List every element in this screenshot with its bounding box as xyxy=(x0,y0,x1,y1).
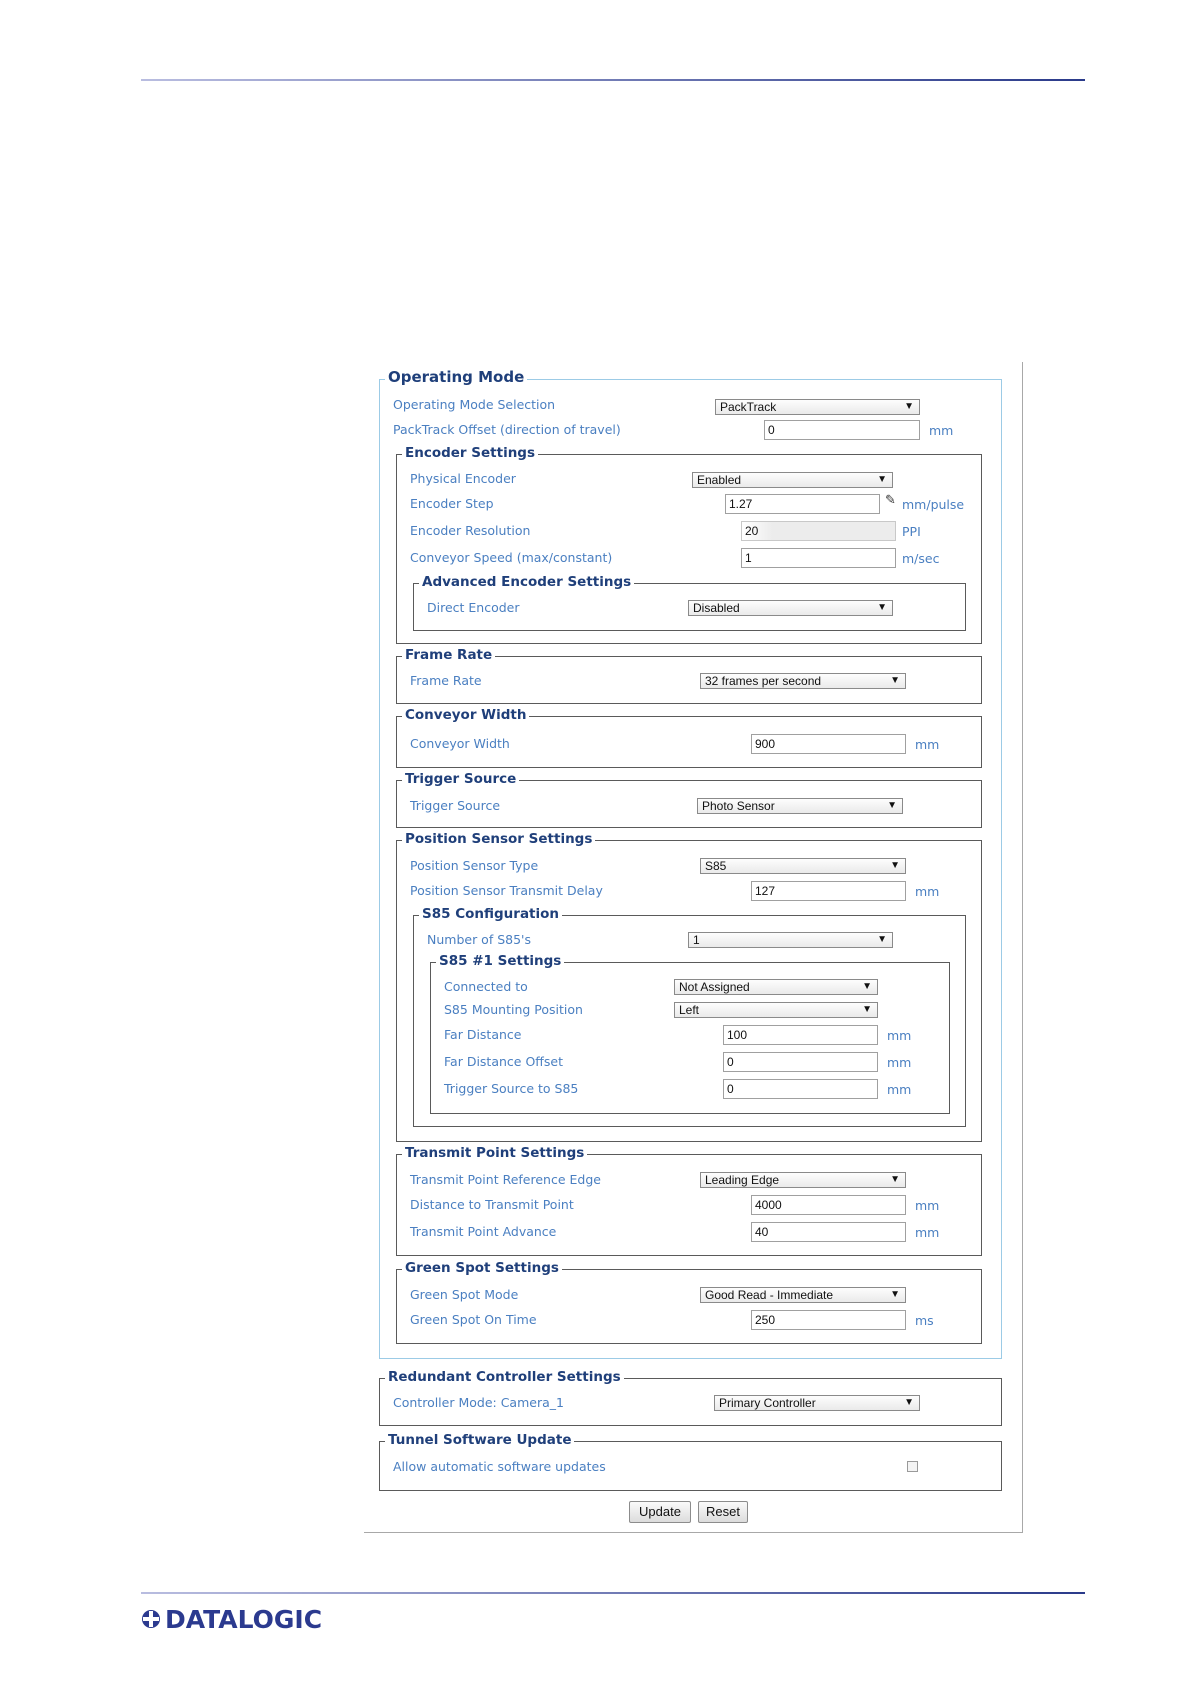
operating-mode-title: Operating Mode xyxy=(385,368,527,386)
frame-rate-title: Frame Rate xyxy=(402,646,495,664)
transmit-advance-input[interactable]: 40 xyxy=(751,1222,906,1242)
connected-to-select[interactable] xyxy=(674,979,878,995)
controller-mode-select[interactable] xyxy=(714,1395,920,1411)
transmit-delay-input[interactable]: 127 xyxy=(751,881,906,901)
physical-encoder-value: Enabled xyxy=(697,473,742,487)
mounting-position-label: S85 Mounting Position xyxy=(444,1002,583,1017)
conveyor-width-unit: mm xyxy=(915,737,940,752)
conveyor-width-group xyxy=(396,707,982,768)
transmit-delay-label: Position Sensor Transmit Delay xyxy=(410,883,603,898)
auto-update-checkbox[interactable] xyxy=(907,1461,918,1472)
tunnel-update-title: Tunnel Software Update xyxy=(385,1431,574,1449)
number-of-s85-select[interactable] xyxy=(688,932,893,948)
far-distance-label: Far Distance xyxy=(444,1027,522,1042)
chevron-down-icon: ▼ xyxy=(890,860,900,871)
chevron-down-icon: ▼ xyxy=(877,474,887,485)
controller-mode-value: Primary Controller xyxy=(719,1396,816,1410)
encoder-settings-group xyxy=(396,445,982,644)
transmit-delay-unit: mm xyxy=(915,884,940,899)
pencil-icon[interactable]: ✎ xyxy=(885,493,896,508)
green-spot-time-label: Green Spot On Time xyxy=(410,1312,537,1327)
encoder-step-unit: mm/pulse xyxy=(902,497,965,512)
update-button[interactable]: Update xyxy=(629,1501,691,1523)
position-sensor-type-select[interactable] xyxy=(700,858,906,874)
s85-1-settings-title: S85 #1 Settings xyxy=(436,952,564,970)
conveyor-speed-label: Conveyor Speed (max/constant) xyxy=(410,550,613,565)
frame-rate-group xyxy=(396,647,982,704)
chevron-down-icon: ▼ xyxy=(862,1004,872,1015)
green-spot-mode-value: Good Read - Immediate xyxy=(705,1288,834,1302)
trigger-source-label: Trigger Source xyxy=(410,798,501,813)
footer-rule xyxy=(141,1592,1085,1594)
operating-mode-value: PackTrack xyxy=(720,400,777,414)
far-distance-offset-label: Far Distance Offset xyxy=(444,1054,564,1069)
header-rule xyxy=(141,79,1085,81)
reference-edge-label: Transmit Point Reference Edge xyxy=(410,1172,601,1187)
green-spot-title: Green Spot Settings xyxy=(402,1259,562,1277)
controller-mode-label: Controller Mode: Camera_1 xyxy=(393,1395,564,1410)
position-sensor-group xyxy=(396,831,982,1142)
chevron-down-icon: ▼ xyxy=(877,602,887,613)
auto-update-label: Allow automatic software updates xyxy=(393,1459,606,1474)
logo-text: DATALOGIC xyxy=(165,1604,323,1634)
trigger-source-group xyxy=(396,771,982,828)
chevron-down-icon: ▼ xyxy=(877,934,887,945)
reference-edge-value: Leading Edge xyxy=(705,1173,780,1187)
operating-mode-group xyxy=(379,368,1002,1359)
transmit-advance-unit: mm xyxy=(915,1225,940,1240)
green-spot-mode-label: Green Spot Mode xyxy=(410,1287,519,1302)
far-distance-offset-input[interactable]: 0 xyxy=(723,1052,878,1072)
far-distance-offset-unit: mm xyxy=(887,1055,912,1070)
physical-encoder-label: Physical Encoder xyxy=(410,471,516,486)
direct-encoder-select[interactable] xyxy=(688,600,893,616)
trigger-source-select[interactable] xyxy=(697,798,903,814)
chevron-down-icon: ▼ xyxy=(890,1289,900,1300)
s85-configuration-title: S85 Configuration xyxy=(419,905,562,923)
settings-panel xyxy=(364,362,1023,1533)
chevron-down-icon: ▼ xyxy=(887,800,897,811)
operating-mode-select[interactable] xyxy=(715,399,920,415)
advanced-encoder-title: Advanced Encoder Settings xyxy=(419,573,634,591)
conveyor-width-label: Conveyor Width xyxy=(410,736,510,751)
chevron-down-icon: ▼ xyxy=(904,401,914,412)
connected-to-value: Not Assigned xyxy=(679,980,750,994)
encoder-step-label: Encoder Step xyxy=(410,496,494,511)
green-spot-group xyxy=(396,1260,982,1344)
operating-mode-selection-label: Operating Mode Selection xyxy=(393,397,556,412)
conveyor-speed-unit: m/sec xyxy=(902,551,940,566)
s85-configuration-group xyxy=(413,906,966,1127)
conveyor-width-title: Conveyor Width xyxy=(402,706,529,724)
direct-encoder-value: Disabled xyxy=(693,601,740,615)
transmit-advance-label: Transmit Point Advance xyxy=(410,1224,557,1239)
mounting-position-value: Left xyxy=(679,1003,700,1017)
frame-rate-label: Frame Rate xyxy=(410,673,482,688)
position-sensor-title: Position Sensor Settings xyxy=(402,830,595,848)
packtrack-offset-label: PackTrack Offset (direction of travel) xyxy=(393,422,621,437)
datalogic-logo xyxy=(141,1604,322,1634)
chevron-down-icon: ▼ xyxy=(890,1174,900,1185)
encoder-resolution-input: 20 xyxy=(741,521,896,541)
connected-to-label: Connected to xyxy=(444,979,528,994)
conveyor-width-input[interactable]: 900 xyxy=(751,734,906,754)
packtrack-offset-input[interactable]: 0 xyxy=(764,420,920,440)
green-spot-mode-select[interactable] xyxy=(700,1287,906,1303)
physical-encoder-select[interactable] xyxy=(692,472,893,488)
s85-1-settings-group xyxy=(430,953,950,1114)
transmit-point-title: Transmit Point Settings xyxy=(402,1144,587,1162)
encoder-resolution-unit: PPI xyxy=(902,524,921,539)
datalogic-mark-icon xyxy=(141,1609,161,1629)
frame-rate-value: 32 frames per second xyxy=(705,674,822,688)
far-distance-unit: mm xyxy=(887,1028,912,1043)
distance-transmit-unit: mm xyxy=(915,1198,940,1213)
trigger-to-s85-unit: mm xyxy=(887,1082,912,1097)
distance-transmit-input[interactable]: 4000 xyxy=(751,1195,906,1215)
reference-edge-select[interactable] xyxy=(700,1172,906,1188)
frame-rate-select[interactable] xyxy=(700,673,906,689)
transmit-point-group xyxy=(396,1145,982,1256)
distance-transmit-label: Distance to Transmit Point xyxy=(410,1197,574,1212)
number-of-s85-value: 1 xyxy=(693,933,700,947)
green-spot-time-input[interactable]: 250 xyxy=(751,1310,906,1330)
mounting-position-select[interactable] xyxy=(674,1002,878,1018)
number-of-s85-label: Number of S85's xyxy=(427,932,531,947)
redundant-controller-title: Redundant Controller Settings xyxy=(385,1368,624,1386)
direct-encoder-label: Direct Encoder xyxy=(427,600,520,615)
chevron-down-icon: ▼ xyxy=(862,981,872,992)
position-sensor-type-value: S85 xyxy=(705,859,727,873)
tunnel-update-group xyxy=(379,1432,1002,1491)
chevron-down-icon: ▼ xyxy=(890,675,900,686)
trigger-source-title: Trigger Source xyxy=(402,770,519,788)
trigger-source-value: Photo Sensor xyxy=(702,799,775,813)
advanced-encoder-group xyxy=(413,574,966,631)
encoder-settings-title: Encoder Settings xyxy=(402,444,538,462)
encoder-resolution-label: Encoder Resolution xyxy=(410,523,531,538)
redundant-controller-group xyxy=(379,1369,1002,1426)
position-sensor-type-label: Position Sensor Type xyxy=(410,858,539,873)
chevron-down-icon: ▼ xyxy=(904,1397,914,1408)
trigger-to-s85-input[interactable]: 0 xyxy=(723,1079,878,1099)
packtrack-offset-unit: mm xyxy=(929,423,954,438)
trigger-to-s85-label: Trigger Source to S85 xyxy=(444,1081,579,1096)
far-distance-input[interactable]: 100 xyxy=(723,1025,878,1045)
conveyor-speed-input[interactable]: 1 xyxy=(741,548,896,568)
encoder-step-input[interactable]: 1.27 xyxy=(725,494,880,514)
green-spot-time-unit: ms xyxy=(915,1313,934,1328)
reset-button[interactable]: Reset xyxy=(698,1501,748,1523)
